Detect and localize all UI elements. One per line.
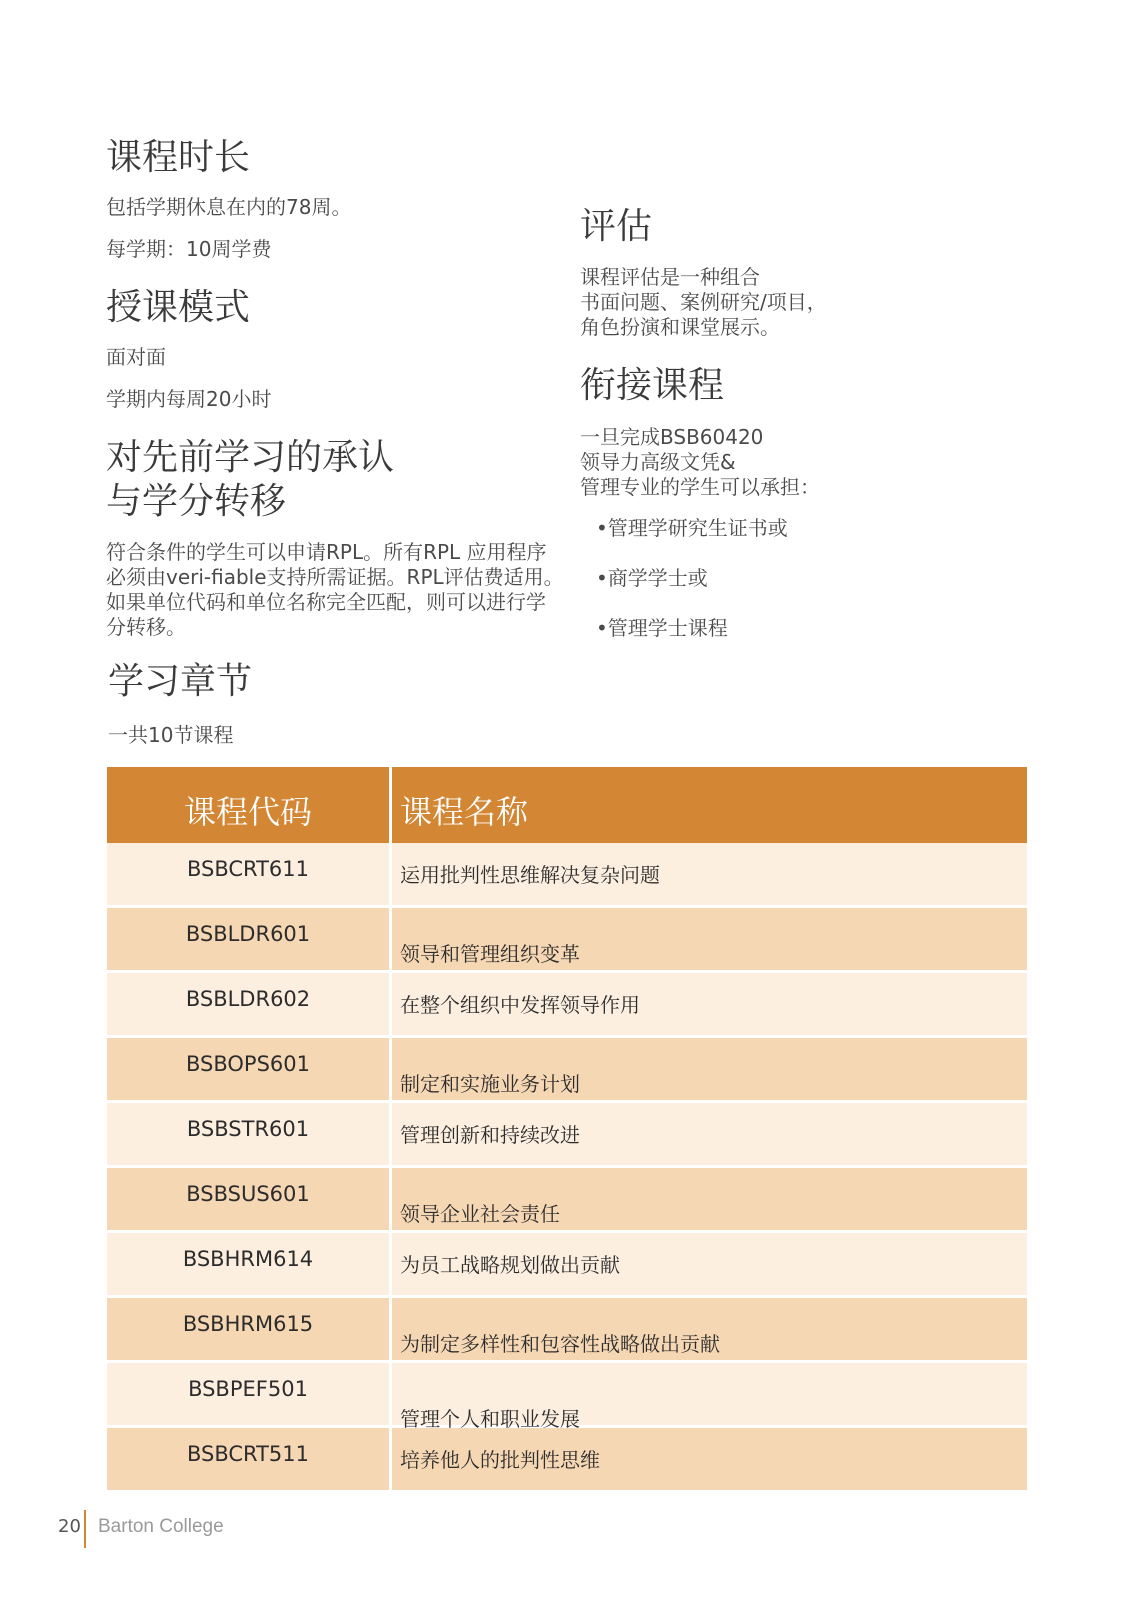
pathways-body-line-2: 领导力高级文凭& xyxy=(580,450,736,474)
unit-name: 为制定多样性和包容性战略做出贡献 xyxy=(400,1332,720,1356)
units-line: 一共10节课程 xyxy=(108,723,234,747)
unit-code: BSBHRM615 xyxy=(107,1298,392,1360)
duration-line-1: 包括学期休息在内的78周。 xyxy=(106,195,352,219)
table-row xyxy=(107,1103,1027,1168)
assessment-body-line-3: 角色扮演和课堂展示。 xyxy=(580,315,780,339)
unit-name: 管理个人和职业发展 xyxy=(400,1407,580,1431)
header-unit-code: 课程代码 xyxy=(107,767,392,843)
assessment-body-line-1: 课程评估是一种组合 xyxy=(580,265,760,289)
unit-code: BSBLDR602 xyxy=(107,973,392,1035)
rpl-body-line-2: 必须由veri-fiable支持所需证据。RPL评估费适用。 xyxy=(106,565,564,589)
delivery-line-1: 面对面 xyxy=(106,345,166,369)
delivery-heading: 授课模式 xyxy=(106,287,251,328)
unit-code: BSBPEF501 xyxy=(107,1363,392,1425)
page-number: 20 xyxy=(58,1516,81,1537)
unit-name: 运用批判性思维解决复杂问题 xyxy=(400,863,660,887)
table-row xyxy=(107,1038,1027,1103)
unit-name: 管理创新和持续改进 xyxy=(400,1123,580,1147)
delivery-line-2: 学期内每周20小时 xyxy=(106,387,272,411)
table-header xyxy=(107,767,1027,843)
duration-line-2: 每学期：10周学费 xyxy=(106,237,272,261)
unit-name: 培养他人的批判性思维 xyxy=(400,1448,600,1472)
units-heading: 学习章节 xyxy=(108,661,253,702)
table-row xyxy=(107,1363,1027,1431)
rpl-heading-line-2: 与学分转移 xyxy=(106,481,287,522)
pathway-bullet-2: •商学学士或 xyxy=(596,566,708,590)
footer-college-name: Barton College xyxy=(98,1516,224,1537)
rpl-body xyxy=(106,540,576,640)
rpl-heading-line-1: 对先前学习的承认 xyxy=(106,437,395,478)
header-unit-name: 课程名称 xyxy=(400,793,529,831)
pathway-bullet-3: •管理学士课程 xyxy=(596,616,728,640)
unit-code: BSBSTR601 xyxy=(107,1103,392,1165)
rpl-body-line-3: 如果单位代码和单位名称完全匹配，则可以进行学 xyxy=(106,590,546,614)
assessment-heading: 评估 xyxy=(580,206,653,247)
unit-code: BSBLDR601 xyxy=(107,908,392,970)
units-table xyxy=(107,767,1027,1493)
table-row xyxy=(107,1233,1027,1298)
pathways-heading: 衔接课程 xyxy=(580,365,725,406)
unit-code: BSBHRM614 xyxy=(107,1233,392,1295)
unit-code: BSBCRT511 xyxy=(107,1428,392,1490)
rpl-body-line-1: 符合条件的学生可以申请RPL。所有RPL 应用程序 xyxy=(106,540,547,564)
pathways-body xyxy=(580,425,1010,500)
unit-code: BSBCRT611 xyxy=(107,843,392,905)
table-row xyxy=(107,843,1027,908)
unit-name: 领导和管理组织变革 xyxy=(400,942,580,966)
table-row xyxy=(107,973,1027,1038)
pathways-body-line-3: 管理专业的学生可以承担： xyxy=(580,475,820,499)
unit-code: BSBSUS601 xyxy=(107,1168,392,1230)
table-row xyxy=(107,1298,1027,1363)
rpl-body-line-4: 分转移。 xyxy=(106,615,186,639)
footer-divider xyxy=(84,1510,86,1548)
unit-code: BSBOPS601 xyxy=(107,1038,392,1100)
table-row xyxy=(107,908,1027,973)
table-row xyxy=(107,1168,1027,1233)
duration-heading: 课程时长 xyxy=(106,137,251,178)
assessment-body xyxy=(580,265,1010,340)
table-row xyxy=(107,1428,1027,1493)
unit-name: 领导企业社会责任 xyxy=(400,1202,560,1226)
unit-name: 制定和实施业务计划 xyxy=(400,1072,580,1096)
pathways-body-line-1: 一旦完成BSB60420 xyxy=(580,425,764,449)
pathway-bullet-1: •管理学研究生证书或 xyxy=(596,516,788,540)
unit-name: 为员工战略规划做出贡献 xyxy=(400,1253,620,1277)
assessment-body-line-2: 书面问题、案例研究/项目， xyxy=(580,290,827,314)
unit-name: 在整个组织中发挥领导作用 xyxy=(400,993,640,1017)
